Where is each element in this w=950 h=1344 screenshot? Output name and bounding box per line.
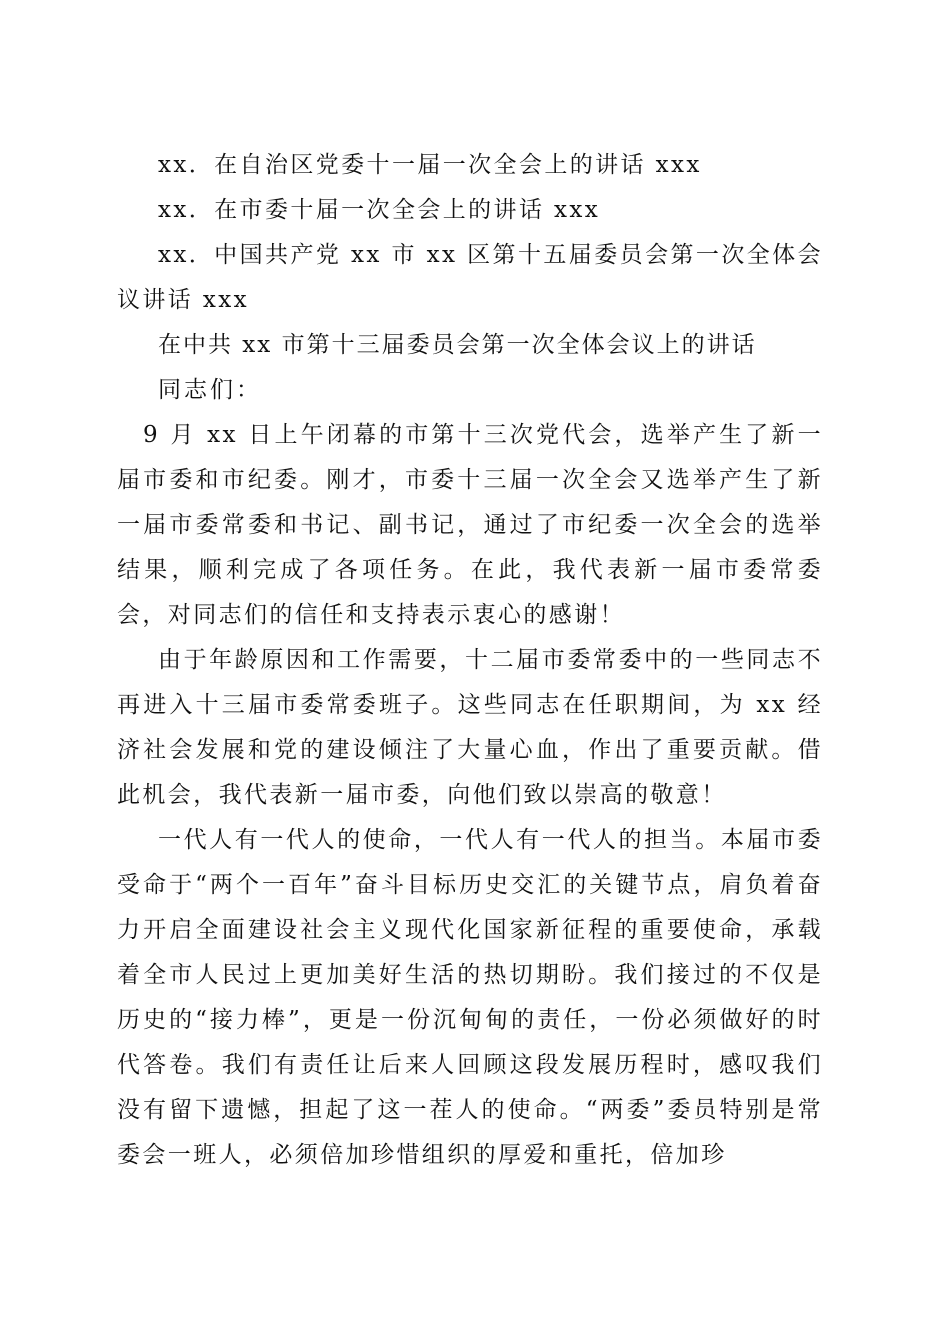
- speech-title: 在中共 xx 市第十三届委员会第一次全体会议上的讲话: [158, 332, 757, 358]
- body-paragraph: 9 月 xx 日上午闭幕的市第十三次党代会，选举产生了新一届市委和市纪委。刚才，市委十三届一次全会又选举产生了新一届市委常委和书记、副书记，通过了市纪委一次全会的选举结果，顺利完成了各项任务。在此，我代表新一届市委常委会，对同志们的信任和支持表示衷心的感谢！: [117, 422, 823, 628]
- reference-line: xx．在市委十届一次全会上的讲话 xxx: [158, 197, 601, 223]
- document-body: [117, 143, 823, 1178]
- body-paragraph: 由于年龄原因和工作需要，十二届市委常委中的一些同志不再进入十三届市委常委班子。这些同志在任职期间，为 xx 经济社会发展和党的建设倾注了大量心血，作出了重要贡献。借此机会，我代表新一届市委，向他们致以崇高的敬意！: [117, 647, 823, 808]
- reference-line: xx．在自治区党委十一届一次全会上的讲话 xxx: [158, 152, 702, 178]
- reference-line: xx．中国共产党 xx 市 xx 区第十五届委员会第一次全体会议讲话 xxx: [117, 242, 823, 313]
- greeting: 同志们：: [158, 377, 262, 403]
- body-paragraph: 一代人有一代人的使命，一代人有一代人的担当。本届市委受命于“两个一百年”奋斗目标历史交汇的关键节点，肩负着奋力开启全面建设社会主义现代化国家新征程的重要使命，承载着全市人民过上更加美好生活的热切期盼。我们接过的不仅是历史的“接力棒”，更是一份沉甸甸的责任，一份必须做好的时代答卷。我们有责任让后来人回顾这段发展历程时，感叹我们没有留下遗憾，担起了这一茬人的使命。“两委”委员特别是常委会一班人，必须倍加珍惜组织的厚爱和重托，倍加珍: [117, 827, 823, 1168]
